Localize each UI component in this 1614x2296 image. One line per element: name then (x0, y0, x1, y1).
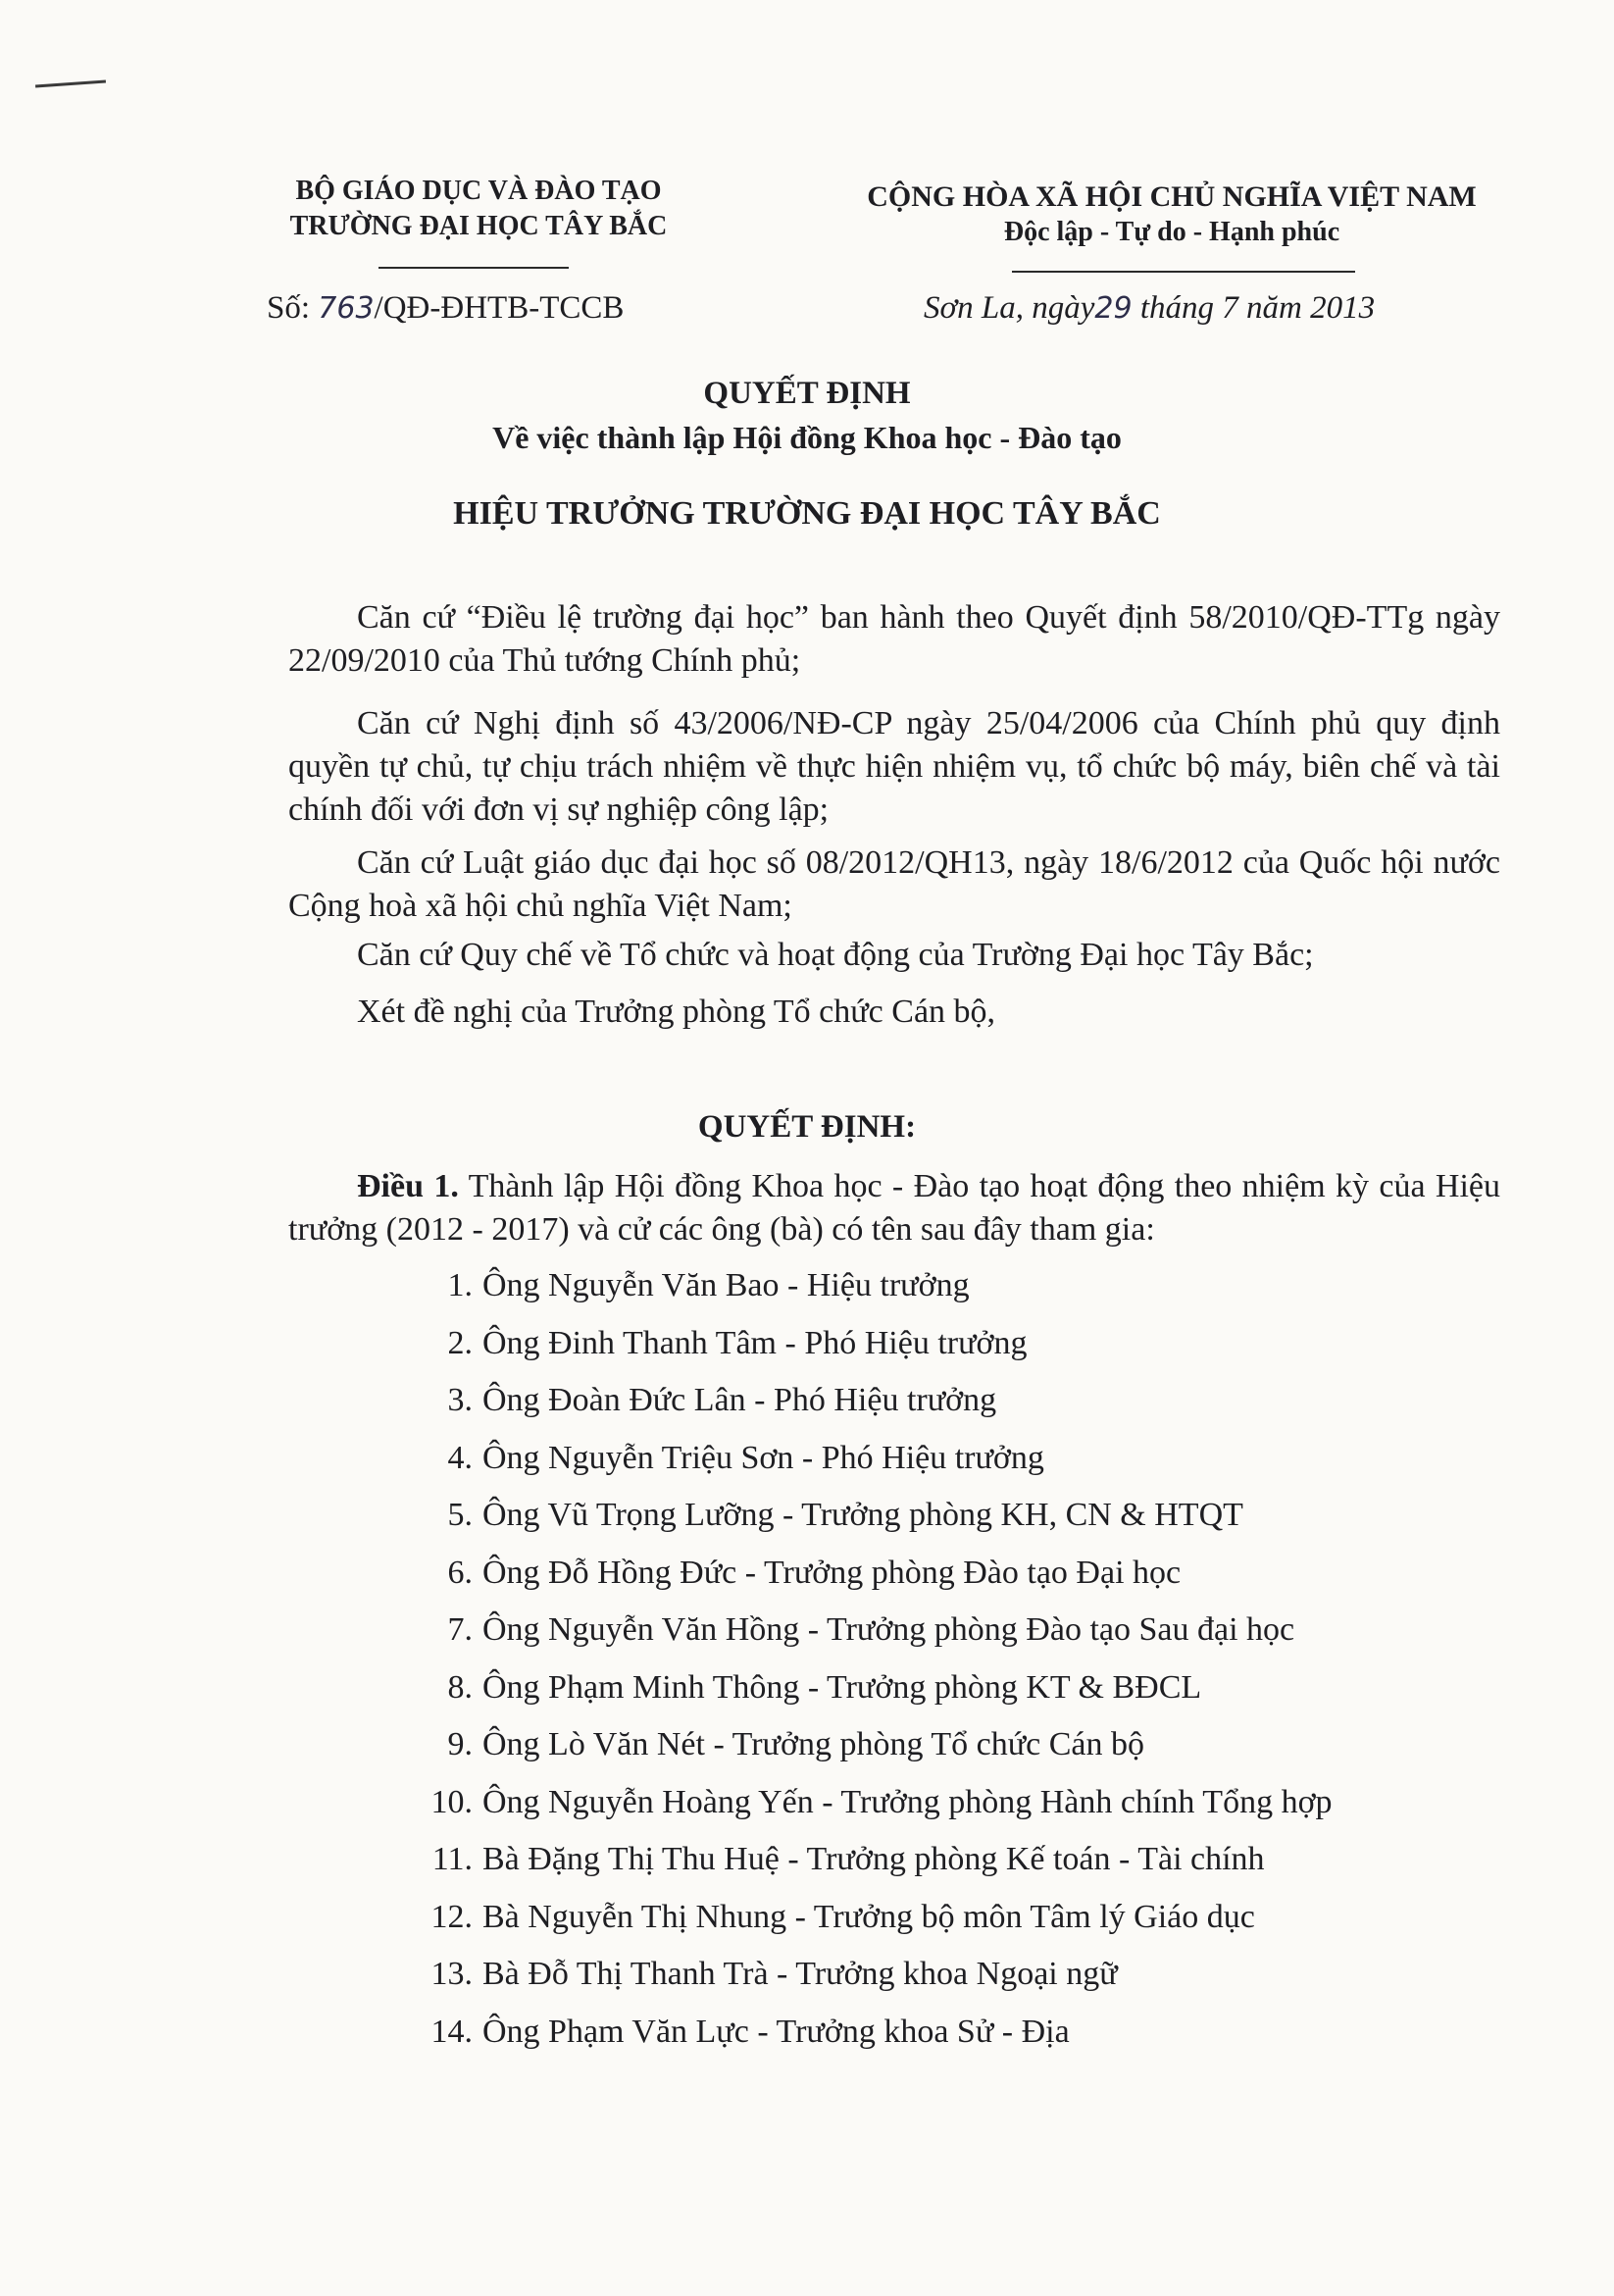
member-text: Ông Vũ Trọng Lưỡng - Trưởng phòng KH, CN & HTQT (482, 1497, 1243, 1533)
basis-paragraph-4: Căn cứ Quy chế về Tổ chức và hoạt động của Trường Đại học Tây Bắc; (357, 937, 1314, 973)
date-suffix: tháng 7 năm 2013 (1139, 290, 1376, 326)
member-text: Bà Đỗ Thị Thanh Trà - Trưởng khoa Ngoại ngữ (482, 1956, 1118, 1992)
member-number: 2. (447, 1324, 473, 1361)
basis-paragraph-3: Căn cứ Luật giáo dục đại học số 08/2012/QH13, ngày 18/6/2012 của Quốc hội nước Cộng hoà xã hội chủ nghĩa Việt Nam; (288, 844, 1500, 924)
list-item (418, 1437, 1333, 1495)
scan-mark (35, 79, 106, 87)
document-date (924, 290, 1375, 327)
document-subject: Về việc thành lập Hội đồng Khoa học - Đào tạo (492, 420, 1122, 455)
member-list (418, 1264, 1333, 2067)
member-text: Ông Đoàn Đức Lân - Phó Hiệu trưởng (482, 1382, 997, 1418)
list-item (418, 1896, 1333, 1954)
basis-paragraph-1: Căn cứ “Điều lệ trường đại học” ban hành theo Quyết định 58/2010/QĐ-TTg ngày 22/09/2010 của Thủ tướng Chính phủ; (288, 599, 1500, 679)
member-text: Ông Nguyễn Văn Hồng - Trưởng phòng Đào tạo Sau đại học (482, 1611, 1295, 1648)
list-item (418, 1494, 1333, 1552)
member-number: 7. (447, 1611, 473, 1648)
member-number: 6. (447, 1554, 473, 1591)
member-number: 1. (447, 1267, 473, 1303)
list-item (418, 1552, 1333, 1609)
issuing-organization (243, 174, 714, 244)
member-text: Ông Lò Văn Nét - Trưởng phòng Tổ chức Cán bộ (482, 1726, 1144, 1762)
member-number: 10. (430, 1783, 473, 1820)
member-text: Ông Phạm Minh Thông - Trưởng phòng KT & BĐCL (482, 1668, 1202, 1706)
article-1-label: Điều 1. (357, 1168, 459, 1204)
article-1-text: Thành lập Hội đồng Khoa học - Đào tạo hoạt động theo nhiệm kỳ của Hiệu trưởng (2012 - 2017) và cử các ông (bà) có tên sau đây tham gia: (288, 1168, 1501, 1248)
header-right-rule (1012, 271, 1355, 273)
member-text: Ông Phạm Văn Lực - Trưởng khoa Sử - Địa (482, 2013, 1070, 2050)
list-item (418, 1781, 1333, 1839)
member-text: Ông Đỗ Hồng Đức - Trưởng phòng Đào tạo Đại học (482, 1554, 1182, 1591)
list-item (418, 1666, 1333, 1724)
basis-paragraph-2: Căn cứ Nghị định số 43/2006/NĐ-CP ngày 25/04/2006 của Chính phủ quy định quyền tự chủ, tự chịu trách nhiệm về thực hiện nhiệm vụ, tổ chức bộ máy, biên chế và tài chính đối với đơn vị sự nghiệp công lập; (288, 705, 1500, 828)
document-title: QUYẾT ĐỊNH (703, 376, 911, 411)
member-number: 5. (447, 1497, 473, 1533)
number-suffix: /QĐ-ĐHTB-TCCB (374, 290, 625, 326)
list-item (418, 1838, 1333, 1896)
list-item (418, 1723, 1333, 1781)
list-item (418, 2011, 1333, 2068)
member-number: 3. (447, 1382, 473, 1418)
member-text: Bà Đặng Thị Thu Huệ - Trưởng phòng Kế toán - Tài chính (482, 1841, 1265, 1877)
member-number: 11. (431, 1841, 473, 1877)
member-number: 13. (430, 1956, 473, 1992)
member-number: 9. (447, 1726, 473, 1762)
list-item (418, 1608, 1333, 1666)
member-number: 4. (447, 1439, 473, 1476)
number-prefix: Số: (267, 290, 311, 326)
list-item (418, 1264, 1333, 1322)
issuing-authority: HIỆU TRƯỞNG TRƯỜNG ĐẠI HỌC TÂY BẮC (453, 495, 1161, 532)
article-1 (288, 1165, 1500, 1251)
member-number: 14. (430, 2013, 473, 2050)
national-header (833, 179, 1510, 250)
ministry-name: BỘ GIÁO DỤC VÀ ĐÀO TẠO (295, 176, 662, 206)
member-number: 8. (447, 1668, 473, 1706)
decides-heading: QUYẾT ĐỊNH: (697, 1109, 917, 1145)
basis-paragraph-5: Xét đề nghị của Trưởng phòng Tổ chức Cán bộ, (357, 994, 996, 1030)
university-name: TRƯỜNG ĐẠI HỌC TÂY BẮC (289, 211, 668, 241)
member-text: Ông Nguyễn Hoàng Yến - Trưởng phòng Hành chính Tổng hợp (482, 1783, 1333, 1820)
list-item (418, 1953, 1333, 2011)
member-number: 12. (430, 1898, 473, 1935)
country-name: CỘNG HÒA XÃ HỘI CHỦ NGHĨA VIỆT NAM (867, 180, 1477, 213)
handwritten-number: 763 (318, 291, 375, 326)
member-text: Ông Nguyễn Triệu Sơn - Phó Hiệu trưởng (482, 1439, 1044, 1476)
handwritten-day: 29 (1094, 291, 1133, 326)
national-motto: Độc lập - Tự do - Hạnh phúc (1003, 217, 1340, 247)
document-number (267, 290, 624, 327)
header-left-rule (378, 267, 569, 269)
date-prefix: Sơn La, ngày (924, 290, 1095, 326)
member-text: Bà Nguyễn Thị Nhung - Trưởng bộ môn Tâm lý Giáo dục (482, 1898, 1255, 1935)
list-item (418, 1379, 1333, 1437)
member-text: Ông Nguyễn Văn Bao - Hiệu trưởng (482, 1267, 970, 1303)
list-item (418, 1322, 1333, 1380)
member-text: Ông Đinh Thanh Tâm - Phó Hiệu trưởng (482, 1324, 1028, 1361)
